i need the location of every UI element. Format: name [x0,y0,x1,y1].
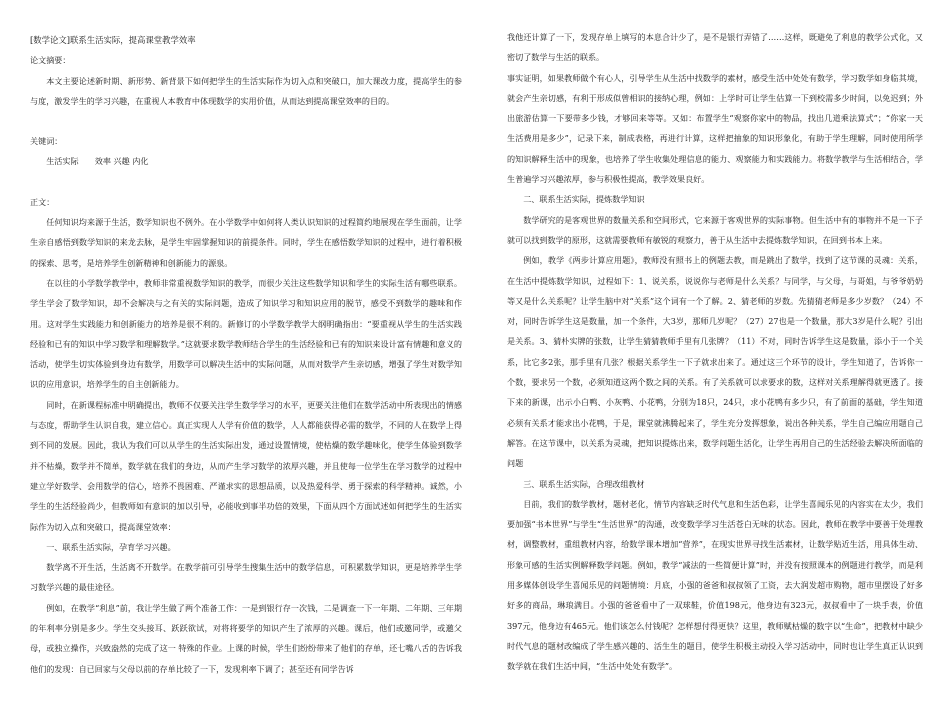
section-1-heading: 一、联系生活实际，孕育学习兴趣。 [46,541,176,552]
body-paragraph: 例如，教学《两步计算应用题》，教师没有照书上的例题去教，而是跳出了数学，找到了这节课的灵魂：关系，在生活中提炼数学知识，过程如下：1、说关系，说说你与老师是什么关系？与同学，与父母，与哥姐，与爷爷奶奶等又是什么关系呢？让学生脑中对“关系”这个词有一个了解。2、猜老师的岁数。先猜猜老师是多少岁数？（24）不对，同时告诉学生这是数量，加一个条件，大3岁，那师几岁呢？（27）27也是一个数量，那大3岁是什么呢？引出是关系。3、猜朴实牌的张数，让学生猜猜教师手里有几张牌？（11）不对，同时告诉学生这是数量，添小于一个关系，比它多2张，那手里有几张？根据关系学生一下子就求出来了。通过这三个环节的设计，学生知道了，告诉你一个数，要求另一个数，必须知道这两个数之间的关系。有了关系就可以求要求的数，这样对关系理解得就更透了。接下来的新课，出示小白鸭、小灰鸭、小花鸭，分别为18只，24只，求小花鸭有多少只，有了前面的基础，学生知道必须有关系才能求出小花鸭，于是，课堂就沸腾起来了，学生充分发挥想象，说出各种关系，学生自己编应用题自己解答。在这节课中，以关系为灵魂，把知识提炼出来，数学问题生活化，让学生再用自己的生活经验去解决所面临的问题 [507,255,923,469]
abstract-label: 论文摘要： [30,55,71,66]
keywords-label: 关键词： [30,136,63,147]
body-paragraph: 目前，我们的数学教材，题材老化，情节内容缺乏时代气息和生活色彩，让学生喜闻乐见的内容实在太少，我们要加强“书本世界”与学生“生活世界”的沟通，改变数学学习生活苍白无味的状态。因此，教师在教学中要善于处理教材，调整教材，重组教材内容，给数学课本增加“营养”，在现实世界寻找生活素材，让数学贴近生活，用具体生动、形象可感的生活实例解释数学问题。例如，教学“减法的一些简便计算”时，并没有按照课本的例题进行教学，而是利用多媒体创设学生喜闻乐见的问题情境：月底，小强的爸爸和叔叔领了工资，去大润发超市购物，超市里摆设了好多好多的商品，琳琅满目。小强的爸爸看中了一双球鞋，价值198元，他身边有323元，叔叔看中了一块手表，价值397元，他身边有465元。他们该怎么付钱呢？怎样想付得更快？这里，教师赋枯燥的数字以“生命”，把教材中缺少时代气息的题材改编成了学生感兴趣的、活生生的题目，使学生积极主动投入学习活动中，同时也让学生真正认识到数学就在我们生活中间，“生活中处处有数学”。 [507,498,923,672]
section-2-heading: 二、联系生活实际，提炼数学知识 [523,194,645,205]
body-paragraph: 任何知识均来源于生活，数学知识也不例外。在小学数学中如何将人类认识知识的过程简约地展现在学生面前，让学生亲自感悟到数学知识的来龙去脉，是学生牢固掌握知识的前提条件。同时，学生在感悟数学知识的过程中，进行着积极的探索、思考，是培养学生创新精神和创新能力的源泉。 [30,217,462,268]
body-paragraph: 数学研究的是客观世界的数量关系和空间形式，它来源于客观世界的实际事物。但生活中有的事物并不是一下子就可以找到数学的原形，这就需要教师有敏锐的观察力，善于从生活中去提炼数学知识，在回到书本上来。 [507,214,923,245]
section-3-heading: 三、联系生活实际，合理改组教材 [523,478,645,489]
keywords-text: 生活实际 效率 兴趣 内化 [46,156,149,167]
body-paragraph: 在以往的小学数学教学中，教师非常重视数学知识的教学，而很少关注这些数学知识和学生的实际生活有哪些联系。学生学会了数学知识，却不会解决与之有关的实际问题，造成了知识学习和知识应用的脱节，感受不到数学的趣味和作用。这对学生实践能力和创新能力的培养是很不利的。新修订的小学数学教学大纲明确指出：“要重视从学生的生活实践经验和已有的知识中学习数学和理解数学。”这就要求数学教师结合学生的生活经验和已有的知识来设计富有情趣和意义的活动，使学生切实体验到身边有数学，用数学可以解决生活中的实际问题，从而对数学产生亲切感，增强了学生对数学知识的应用意识，培养学生的自主创新能力。 [30,277,462,390]
body-paragraph: 事实证明，如果教师做个有心人，引导学生从生活中找数学的素材，感受生活中处处有数学，学习数学如身临其境，就会产生亲切感，有利于形成似曾相识的接纳心理，例如：上学时可让学生估算一下到校需多少时间，以免迟到；外出旅游估算一下要带多少钱，才够回来等等。又如：布置学生“观察你家中的物品，找出几道乘法算式”；“你家一天生活费用是多少”，记录下来，制成表格，再进行计算，这样把抽象的知识形象化，有助于学生理解，同时使用所学的知识解释生活中的现象，也培养了学生收集处理信息的能力、观察能力和实践能力。将数学教学与生活相结合，学生普遍学习兴趣浓厚，参与积极性提高，教学效果良好。 [507,72,923,185]
page-title: [数学论文]联系生活实际，提高课堂教学效率 [30,35,196,45]
body-paragraph: 同时，在新课程标准中明确提出，教师不仅要关注学生数学学习的水平，更要关注他们在数学活动中所表现出的情感与态度，帮助学生认识自我，建立信心。真正实现人人学有价值的数学，人人都能获得必需的数学，不同的人在数学上得到不同的发展。因此，我认为我们可以从学生的生活实际出发，通过设置情境，使枯燥的数学趣味化，使学生体验到数学并不枯燥，数学并不简单，数学就在我们的身边，从而产生学习数学的浓厚兴趣，并且使每一位学生在学习数学的过程中建立学好数学、会用数学的信心，培养不畏困难、严谨求实的思想品质，以及热爱科学、勇于探索的科学精神。诚然，小学生的生活经验尚少，但教师如有意识的加以引导，必能收到事半功倍的效果，下面从四个方面试述如何把学生的生活实际作为切入点和突破口，提高课堂效率： [30,399,462,532]
body-paragraph: 例如，在教学“利息”前，我让学生做了两个准备工作：一是到银行存一次钱，二是调查一下一年期、二年期、三年期的年利率分别是多少。学生交头接耳、跃跃欲试，对将将要学的知识产生了浓厚的兴趣。课后，他们或邀同学，或邀父母，或独立操作，兴致盎然的完成了这一 特殊的作业。上课的时候，学生们纷纷带来了他们的存单，还七嘴八舌的告诉我他们的发现：自已回家与父母以前的存单比较了一下，发现利率下调了；甚至还有同学告诉 [30,602,462,674]
left-column [30,30,462,679]
abstract-text: 本文主要论述新时期、新形势、新背景下如何把学生的生活实际作为切入点和突破口，加大课改力度，提高学生的参与度，激发学生的学习兴趣，在重视人本教育中体现数学的实用价值，从而达到提高课堂效率的目的。 [30,75,462,106]
body-label: 正文： [30,196,55,207]
right-column [507,27,923,677]
spacer [30,172,462,192]
body-paragraph: 我他还计算了一下，发现存单上填写的本息合计少了，是不是银行弄错了……这样，既避免了利息的教学公式化，又密切了数学与生活的联系。 [507,32,923,63]
body-paragraph: 数学离不开生活，生活离不开数学。在教学前可引导学生搜集生活中的数学信息，可积累数学知识，更是培养学生学习数学兴趣的最佳途径。 [30,562,462,593]
spacer [30,111,462,131]
